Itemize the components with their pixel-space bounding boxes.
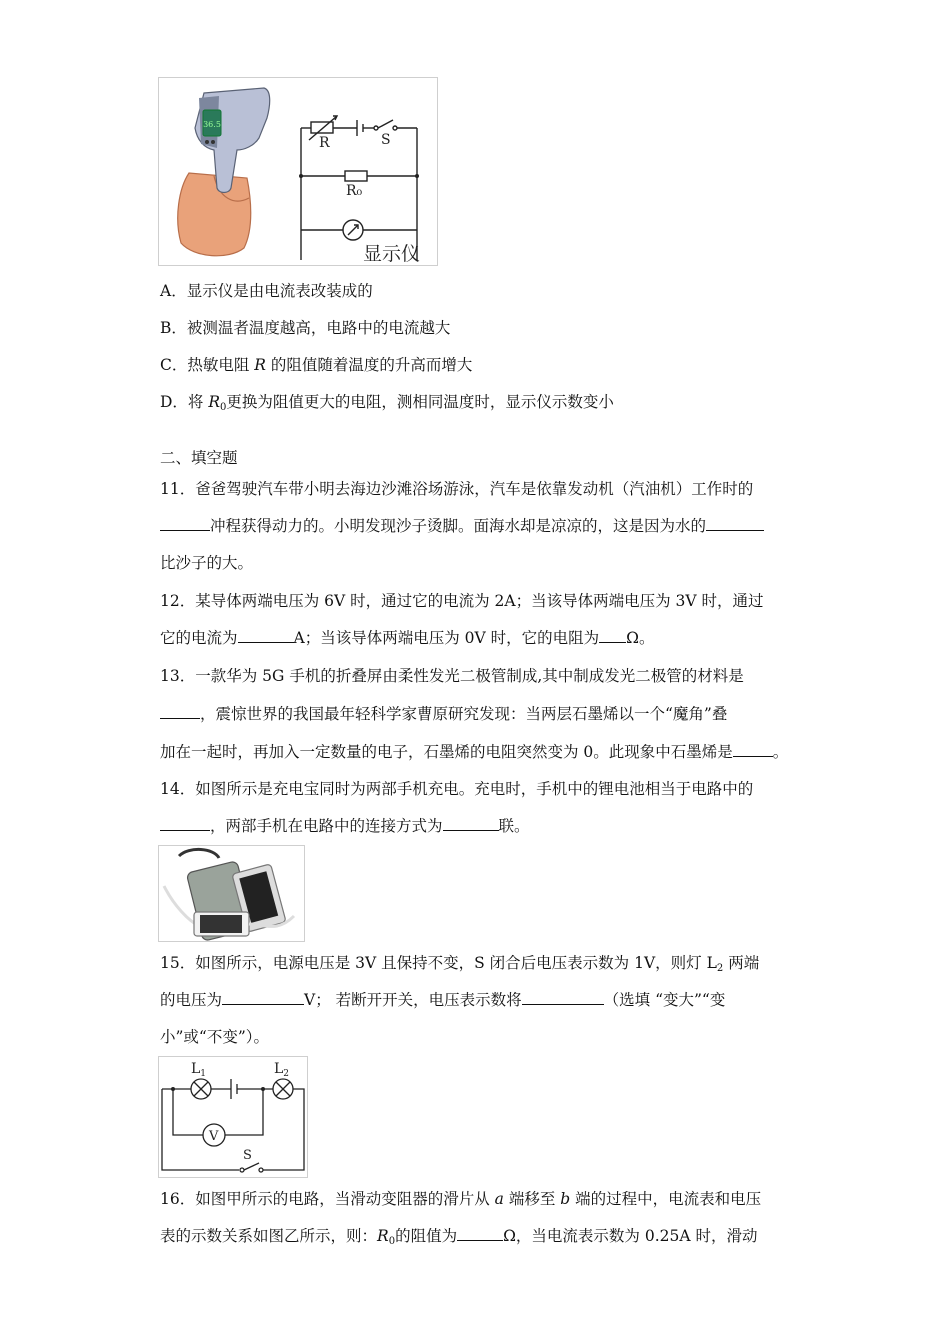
q13-line3: 加在一起时，再加入一定数量的电子，石墨烯的电阻突然变为 0。此现象中石墨烯是 。 bbox=[160, 743, 789, 761]
q12-line2: 它的电流为 A；当该导体两端电压为 0V 时，它的电阻为 Ω。 bbox=[160, 629, 655, 647]
option-c: C．热敏电阻 R 的阻值随着温度的升高而增大 bbox=[160, 356, 473, 374]
answer-blank[interactable] bbox=[238, 628, 294, 643]
answer-blank[interactable] bbox=[160, 516, 210, 531]
lamp-circuit-diagram bbox=[159, 1057, 307, 1177]
q15-line1: 15．如图所示，电源电压是 3V 且保持不变，S 闭合后电压表示数为 1V，则灯 $L_2$ 两端 bbox=[160, 954, 760, 974]
answer-blank[interactable] bbox=[443, 816, 499, 831]
q15-line2: 的电压为 V； 若断开开关，电压表示数将 （选填 “变大”“变 bbox=[160, 991, 726, 1009]
label-v: V bbox=[209, 1129, 219, 1144]
q11-line3: 比沙子的大。 bbox=[160, 554, 254, 572]
thermometer-circuit-diagram bbox=[159, 78, 437, 265]
option-d: D．将 $R_0$更换为阻值更大的电阻，测相同温度时，显示仪示数变小 bbox=[160, 393, 614, 413]
label-r: R bbox=[319, 135, 330, 151]
section-title: 二、填空题 bbox=[160, 449, 238, 467]
answer-blank[interactable] bbox=[733, 742, 773, 757]
label-s: S bbox=[381, 132, 391, 148]
q12-line1: 12．某导体两端电压为 6V 时，通过它的电流为 2A；当该导体两端电压为 3V 时，通过 bbox=[160, 592, 764, 610]
q14-line1: 14．如图所示是充电宝同时为两部手机充电。充电时，手机中的锂电池相当于电路中的 bbox=[160, 780, 754, 798]
label-display: 显示仪 bbox=[363, 243, 421, 265]
answer-blank[interactable] bbox=[457, 1226, 503, 1241]
answer-blank[interactable] bbox=[160, 704, 200, 719]
label-l2: $L_2$ bbox=[274, 1061, 290, 1079]
answer-blank[interactable] bbox=[522, 990, 604, 1005]
q13-line2: ，震惊世界的我国最年轻科学家曹原研究发现：当两层石墨烯以一个“魔角”叠 bbox=[160, 704, 727, 724]
thermistor-r bbox=[311, 122, 333, 133]
option-a: A．显示仪是由电流表改装成的 bbox=[160, 282, 373, 300]
label-r0: R₀ bbox=[346, 183, 363, 199]
powerbank-phones-image bbox=[159, 846, 304, 941]
figure-powerbank-phones bbox=[158, 845, 305, 942]
figure-thermometer-circuit bbox=[158, 77, 438, 266]
q11-line2: 冲程获得动力的。小明发现沙子烫脚。面海水却是凉凉的，这是因为水的 bbox=[160, 516, 764, 536]
hand-shape bbox=[178, 173, 251, 256]
q16-line2: 表的示数关系如图乙所示，则：$R_0$的阻值为 Ω，当电流表示数为 0.25A 时，滑动 bbox=[160, 1227, 758, 1247]
screen-reading: 36.5 bbox=[203, 120, 221, 129]
q16-line1: 16．如图甲所示的电路，当滑动变阻器的滑片从 a 端移至 b 端的过程中，电流表和电压 bbox=[160, 1190, 762, 1208]
answer-blank[interactable] bbox=[706, 516, 764, 531]
answer-blank[interactable] bbox=[222, 990, 304, 1005]
answer-blank[interactable] bbox=[160, 816, 210, 831]
answer-blank[interactable] bbox=[599, 628, 626, 643]
q15-line3: 小”或“不变”）。 bbox=[160, 1028, 270, 1046]
option-b: B．被测温者温度越高，电路中的电流越大 bbox=[160, 319, 451, 337]
figure-lamp-circuit bbox=[158, 1056, 308, 1178]
q14-line2: ，两部手机在电路中的连接方式为 联。 bbox=[160, 816, 530, 836]
q13-line1: 13．一款华为 5G 手机的折叠屏由柔性发光二极管制成,其中制成发光二极管的材料是 bbox=[160, 667, 744, 685]
resistor-r0 bbox=[345, 171, 367, 181]
q11-line1: 11．爸爸驾驶汽车带小明去海边沙滩浴场游泳，汽车是依靠发动机（汽油机）工作时的 bbox=[160, 480, 754, 498]
label-l1: $L_1$ bbox=[191, 1061, 207, 1079]
label-s: S bbox=[243, 1148, 252, 1163]
